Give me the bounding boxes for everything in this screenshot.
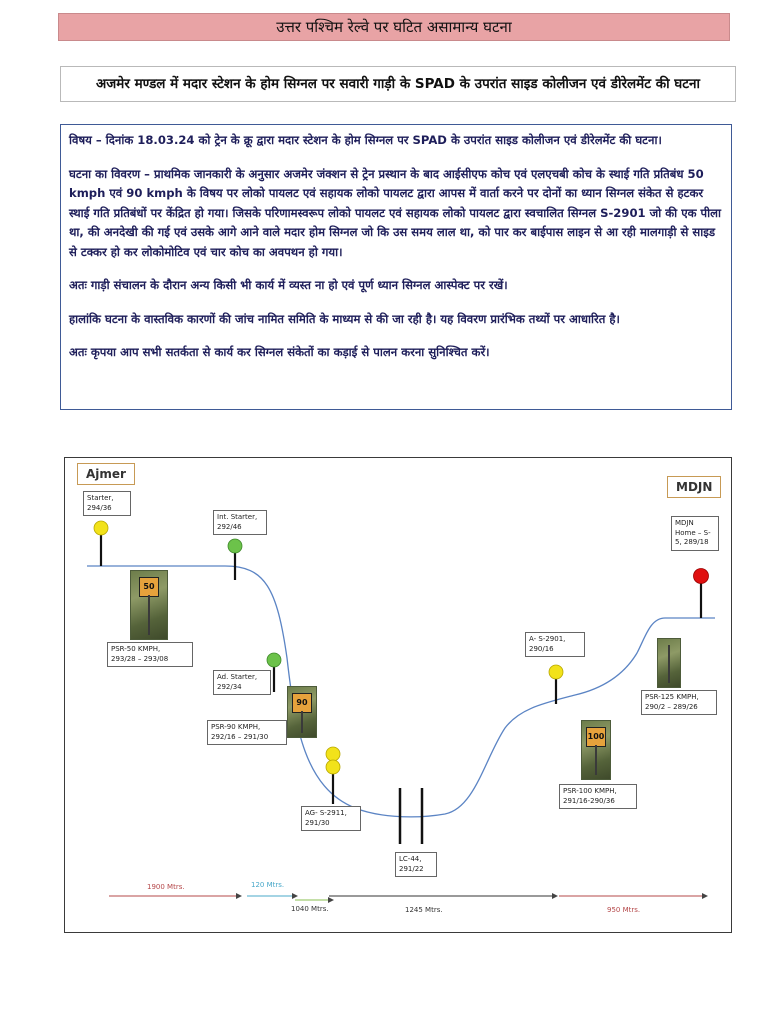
int-starter-signal-green-light: [228, 539, 242, 553]
psr-125-board-pole: [668, 645, 670, 683]
destination-station-tag: MDJN: [667, 476, 721, 498]
distance-label-950: 950 Mtrs.: [607, 906, 641, 914]
safety-advice-2: अतः कृपया आप सभी सतर्कता से कार्य कर सिग्नल संकेतों का कड़ाई से पालन करना सुनिश्चित करें।: [69, 345, 490, 359]
incident-subject: विषय – दिनांक 18.03.24 को ट्रेन के क्रू द्वारा मदार स्टेशन के होम सिग्नल पर SPAD के उपरांत साइड कोलीजन एवं डीरेलमेंट की घटना।: [69, 133, 662, 147]
psr-100-label: PSR-100 KMPH, 291/16-290/36: [559, 784, 637, 809]
ad-starter-signal-green-light: [267, 653, 281, 667]
lc44-label: LC-44, 291/22: [395, 852, 437, 877]
ad-starter-signal-label: Ad. Starter, 292/34: [213, 670, 271, 695]
psr-90-label: PSR-90 KMPH, 292/16 – 291/30: [207, 720, 287, 745]
psr-50-board: 50: [139, 577, 159, 597]
origin-station-tag: Ajmer: [77, 463, 135, 485]
a-s2901-signal-label: A- S-2901, 290/16: [525, 632, 585, 657]
starter-signal-label: Starter, 294/36: [83, 491, 131, 516]
psr-50-board-pole: [148, 595, 150, 635]
distance-label-1900: 1900 Mtrs.: [147, 883, 185, 891]
psr-90-board-photo: [287, 686, 317, 738]
a-s2901-signal-yellow-light: [549, 665, 563, 679]
psr-90-board-pole: [301, 711, 303, 733]
ag-s2911-lower-yellow-light: [326, 760, 340, 774]
page-header-title: उत्तर पश्चिम रेल्वे पर घटित असामान्य घटना: [58, 13, 730, 41]
investigation-note: हालांकि घटना के वास्तविक कारणों की जांच नामित समिति के माध्यम से की जा रही है। यह विवरण प्रारंभिक तथ्यों पर आधारित है।: [69, 311, 620, 326]
incident-details: घटना का विवरण – प्राथमिक जानकारी के अनुसार अजमेर जंक्शन से ट्रेन प्रस्थान के बाद आईसीएफ कोच एवं एलएचबी कोच के स्थाई गति प्रतिबंध 50 kmph एवं 90 kmph के विषय पर लोको पायलट एवं सहायक लोको पायलट द्वारा आपस में वार्ता करने पर दोनों का ध्यान सिग्नल संकेत से हटकर स्थाई गति प्रतिबंधों पर केंद्रित हो गया। जिसके परिणामस्वरूप लोको पायलट एवं सहायक लोको पायलट द्वारा स्वचालित सिग्नल S-2901 जो की एक पीला था, की अनदेखी की गई एवं उसके आगे आने वाले मदार होम सिग्नल जो कि उस समय लाल था, को पार कर बाईपास लाइन से आ रही मालगाड़ी से साइड से टक्कर हो कर लोकोमोटिव एवं चार कोच का अवपथन हो गया।: [69, 166, 721, 259]
psr-90-board: 90: [292, 693, 312, 713]
psr-50-label: PSR-50 KMPH, 293/28 – 293/08: [107, 642, 193, 667]
track-diagram: [64, 457, 732, 933]
distance-label-120: 120 Mtrs.: [251, 881, 285, 889]
psr-100-board: 100: [586, 727, 606, 747]
int-starter-signal-label: Int. Starter, 292/46: [213, 510, 267, 535]
psr-50-board-photo: [130, 570, 168, 640]
incident-info-panel: [60, 124, 732, 410]
mdjn-home-signal-red-light: [694, 569, 709, 584]
psr-100-board-pole: [595, 745, 597, 775]
starter-signal-yellow-light: [94, 521, 108, 535]
distance-label-1040: 1040 Mtrs.: [291, 905, 329, 913]
psr-100-board-photo: [581, 720, 611, 780]
mdjn-home-signal-label: MDJN Home – S- 5, 289/18: [671, 516, 719, 551]
incident-subtitle: अजमेर मण्डल में मदार स्टेशन के होम सिग्नल पर सवारी गाड़ी के SPAD के उपरांत साइड कोलीजन एवं डीरेलमेंट की घटना: [60, 66, 736, 102]
ag-s2911-upper-yellow-light: [326, 747, 340, 761]
psr-125-board-photo: [657, 638, 681, 688]
safety-advice-1: अतः गाड़ी संचालन के दौरान अन्य किसी भी कार्य में व्यस्त ना हो एवं पूर्ण ध्यान सिग्नल आस्पेक्ट पर रखें।: [69, 278, 508, 292]
ag-s2911-signal-label: AG- S-2911, 291/30: [301, 806, 361, 831]
distance-label-1245: 1245 Mtrs.: [405, 906, 443, 914]
psr-125-label: PSR-125 KMPH, 290/2 – 289/26: [641, 690, 717, 715]
track-line: [87, 566, 715, 817]
